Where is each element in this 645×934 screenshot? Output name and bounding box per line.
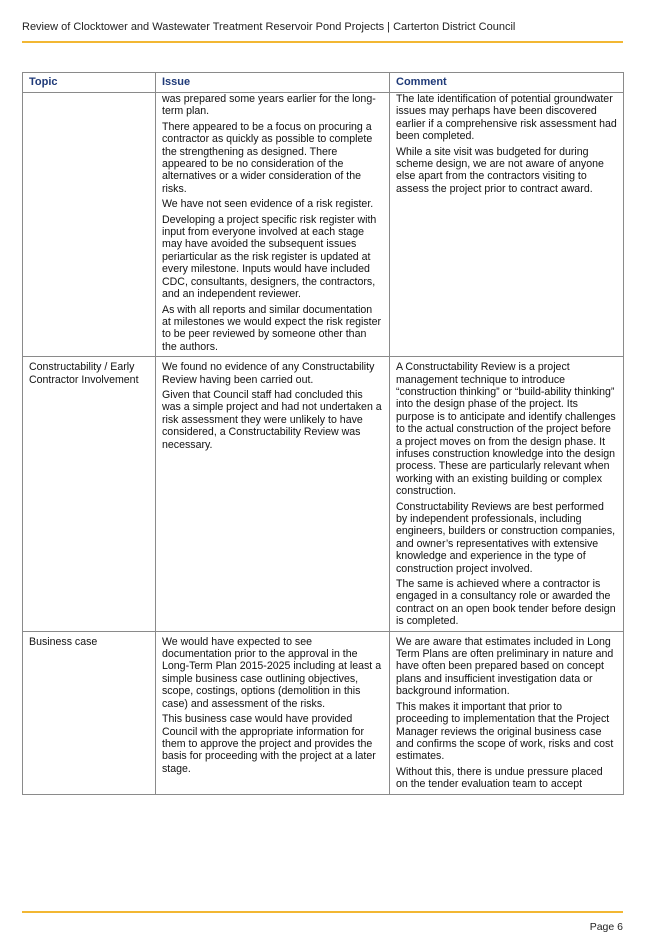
- comment-cell: [390, 357, 624, 632]
- document-header: Review of Clocktower and Wastewater Treatment Reservoir Pond Projects | Carterton District Council: [22, 21, 516, 33]
- comment-cell: [390, 631, 624, 794]
- page-number: Page 6: [589, 921, 623, 933]
- issue-cell: [156, 93, 390, 357]
- table-row: [23, 93, 624, 357]
- footer-rule: [22, 911, 623, 913]
- comment-paragraph: Without this, there is undue pressure placed on the tender evaluation team to accept: [396, 765, 603, 791]
- table-row: [23, 631, 624, 794]
- header-rule: [22, 41, 623, 43]
- issue-cell: [156, 357, 390, 632]
- issue-paragraph: We have not seen evidence of a risk register.: [162, 198, 374, 211]
- table-row: [23, 357, 624, 632]
- comment-paragraph: The same is achieved where a contractor is engaged in a consultancy role or awarded the contract on an open book tender before design is completed.: [396, 578, 616, 628]
- issue-paragraph: We would have expected to see documentation prior to the approval in the Long-Term Plan 2015-2025 including at least a simple business case outlining objectives, scope, costings, options (demolition in this case) and assessment of the risks.: [162, 635, 382, 710]
- comment-paragraph: Constructability Reviews are best performed by independent professionals, including engineers, builders or construction companies, and owner’s representatives with extensive knowledge and experience in the type of construction project involved.: [396, 500, 616, 575]
- column-header-topic: Topic: [23, 73, 156, 93]
- comment-paragraph: While a site visit was budgeted for during scheme design, we are not aware of anyone else apart from the contractors visiting to assess the project prior to contract award.: [396, 145, 604, 195]
- topic-cell: Constructability / Early Contractor Involvement: [23, 357, 156, 632]
- issue-paragraph: We found no evidence of any Constructability Review having been carried out.: [162, 361, 375, 386]
- topic-cell: [23, 93, 156, 357]
- topic-cell: Business case: [23, 631, 156, 794]
- comment-paragraph: A Constructability Review is a project management technique to introduce “construction thinking” or “build-ability thinking” into the design phase of the project. Its purpose is to anticipate and identify challenges to the actual construction of the project before a project moves on from the design phase. It infuses construction knowledge into the design process. These are particularly relevant when working with an existing building or complex construction.: [396, 361, 616, 498]
- issue-paragraph: As with all reports and similar documentation at milestones we would expect the risk register to be peer reviewed by someone other than the authors.: [162, 303, 382, 353]
- issue-cell: [156, 631, 390, 794]
- table-header-row: [23, 73, 624, 93]
- issue-paragraph: Developing a project specific risk register with input from everyone involved at each stage may have avoided the subsequent issues periarticular as the risk register is updated at every milestone. Inputs would have included CDC, consultants, designers, the contractors, and an independent reviewer.: [162, 213, 377, 301]
- issue-paragraph: was prepared some years earlier for the long-term plan.: [162, 93, 376, 118]
- column-header-issue: Issue: [156, 73, 390, 93]
- column-header-comment: Comment: [390, 73, 624, 93]
- issue-paragraph: There appeared to be a focus on procuring a contractor as quickly as possible to complete the strengthening as designed. There appeared to be no consideration of the alternatives or a wider consideration of the risks.: [162, 120, 373, 195]
- issue-paragraph: Given that Council staff had concluded this was a simple project and had not undertaken a risk assessment they were unlikely to have considered, a Constructability Review was necessary.: [162, 388, 382, 451]
- comment-paragraph: The late identification of potential groundwater issues may perhaps have been discovered earlier if a comprehensive risk assessment had been completed.: [396, 93, 617, 143]
- issue-paragraph: This business case would have provided Council with the appropriate information for them to approve the project and provides the basis for proceeding with the project at a later stage.: [162, 713, 376, 775]
- comment-cell: [390, 93, 624, 357]
- comment-paragraph: This makes it important that prior to proceeding to implementation that the Project Manager reviews the original business case and confirms the scope of work, risks and cost estimates.: [396, 700, 614, 763]
- comment-paragraph: We are aware that estimates included in Long Term Plans are often preliminary in nature and have often been prepared based on concept plans and insufficient investigation data or background information.: [396, 635, 614, 698]
- review-table: [22, 72, 624, 795]
